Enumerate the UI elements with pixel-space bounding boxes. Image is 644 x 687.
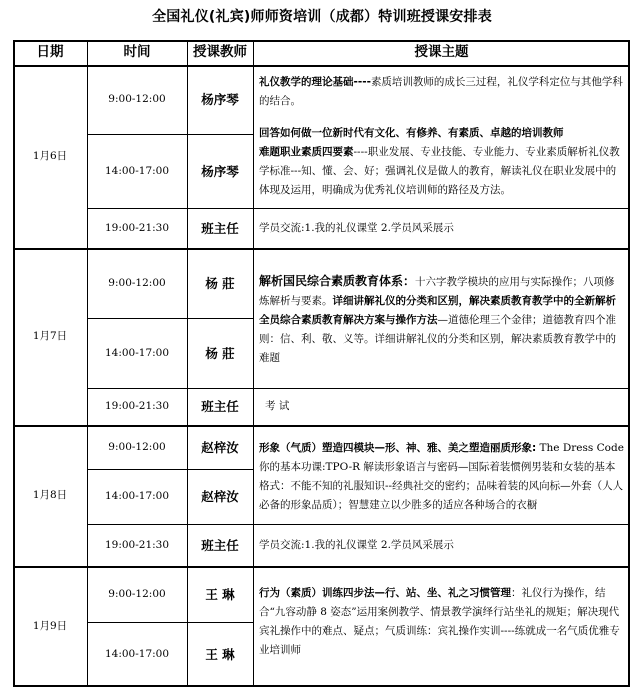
table-rule bbox=[187, 40, 188, 687]
teacher-cell: 王 琳 bbox=[205, 647, 235, 662]
topic-cell bbox=[253, 65, 630, 118]
time-cell: 14:00-17:00 bbox=[104, 490, 170, 502]
time-cell: 19:00-21:30 bbox=[104, 400, 170, 412]
time-cell: 14:00-17:00 bbox=[104, 164, 170, 177]
table-border bbox=[13, 40, 15, 687]
time-cell: 14:00-17:00 bbox=[104, 346, 170, 359]
teacher-cell: 班主任 bbox=[201, 537, 239, 553]
teacher-cell: 王 琳 bbox=[205, 586, 235, 602]
time-cell: 14:00-17:00 bbox=[104, 648, 170, 660]
topic-cell bbox=[253, 252, 630, 388]
topic-bold: 礼仪教学的理论基础---- bbox=[259, 75, 371, 88]
topic-bold: 行为（素质）训练四步法—行、站、坐、礼之习惯管理 bbox=[259, 587, 511, 599]
topic-text: 考 试 bbox=[265, 400, 290, 412]
topic-cell bbox=[253, 429, 630, 524]
table-rule bbox=[87, 40, 88, 687]
teacher-cell: 杨序琴 bbox=[201, 92, 239, 107]
topic-text: ：礼仪行为操作，结合“九容动静 8 姿态”运用案例教学、情景教学演绎行站坐礼的规矩；解决现代宾礼操作中的难点、疑点；气质训练：宾礼操作实训----练就成一名气质优雅专业培训师 bbox=[259, 587, 620, 656]
teacher-cell: 班主任 bbox=[201, 399, 239, 414]
topic-bold: 形象（气质）塑造四模块—形、神、雅、美之塑造丽质形象: bbox=[259, 441, 537, 454]
topic-bold: 解析国民综合素质教育体系： bbox=[259, 274, 416, 288]
table-border bbox=[628, 40, 630, 687]
table-rule bbox=[87, 622, 253, 623]
teacher-cell: 班主任 bbox=[201, 220, 239, 236]
table-rule bbox=[87, 524, 630, 525]
teacher-cell: 杨 莊 bbox=[205, 275, 235, 291]
schedule-table bbox=[13, 40, 630, 687]
topic-text: 学员交流:1.我的礼仪课堂 2.学员风采展示 bbox=[259, 221, 454, 234]
teacher-cell: 赵梓汝 bbox=[201, 439, 239, 455]
time-cell: 9:00-12:00 bbox=[108, 440, 166, 453]
table-rule bbox=[13, 425, 630, 427]
teacher-cell: 杨 莊 bbox=[205, 345, 235, 361]
time-cell: 9:00-12:00 bbox=[108, 587, 166, 600]
time-cell: 19:00-21:30 bbox=[104, 221, 170, 234]
date-cell: 1月7日 bbox=[32, 330, 68, 342]
table-border bbox=[13, 40, 630, 42]
time-cell: 9:00-12:00 bbox=[108, 93, 166, 105]
header-topic: 授课主题 bbox=[414, 44, 469, 60]
teacher-cell: 杨序琴 bbox=[201, 163, 239, 179]
topic-text: ----职业发展、专业技能、专业能力、专业素质解析礼仪教学标准---知、懂、会、好；强调礼仪是做人的教育，解读礼仪在职业发展中的体现及运用，明确成为优秀礼仪培训师的路径及方法。 bbox=[259, 146, 620, 196]
topic-cell bbox=[253, 118, 630, 206]
topic-text: —道德伦理三个金律；道德教育四个准则：信、利、敬、义等。详细讲解礼仪的分类和区别，解决素质教育教学中的难题 bbox=[259, 314, 616, 364]
topic-cell bbox=[253, 388, 630, 425]
page-title: 全国礼仪(礼宾)师师资培训（成都）特训班授课安排表 bbox=[152, 9, 492, 25]
topic-bold: 详细讲解礼仪的分类和区别，解决素质教育教学中的全新解析全员综合素质教育解决方案与操作方法 bbox=[259, 295, 616, 326]
table-rule bbox=[87, 318, 253, 319]
topic-text: 十六字教学模块的应用与实际操作；八项修炼解析与要素。 bbox=[259, 276, 615, 307]
table-rule bbox=[87, 134, 253, 135]
topic-bold: 回答如何做一位新时代有文化、有修养、有素质、卓越的培训教师 bbox=[259, 127, 564, 139]
table-rule bbox=[253, 40, 254, 687]
header-date: 日期 bbox=[36, 44, 64, 60]
topic-text: 学员交流:1.我的礼仪课堂 2.学员风采展示 bbox=[259, 538, 454, 551]
topic-cell bbox=[253, 572, 630, 672]
table-rule bbox=[87, 469, 253, 470]
table-rule bbox=[13, 248, 630, 250]
date-cell: 1月9日 bbox=[32, 620, 68, 632]
time-cell: 19:00-21:30 bbox=[104, 538, 170, 551]
teacher-cell: 赵梓汝 bbox=[201, 489, 239, 504]
topic-text: The Dress Code你的基本功课:TPO-R 解读形象语言与密码—国际着装惯例男装和女装的基本格式：不能不知的礼服知识--经典社交的密约；品味着装的风向标—外套（人人必备的形象品质）；智慧建立以少胜多的适应各种场合的衣橱 bbox=[259, 441, 624, 511]
topic-bold: 难题职业素质四要素 bbox=[259, 146, 354, 158]
topic-cell bbox=[253, 524, 630, 566]
date-cell: 1月8日 bbox=[32, 489, 68, 501]
topic-text: 素质培训教师的成长三过程，礼仪学科定位与其他学科的结合。 bbox=[259, 75, 623, 107]
table-rule bbox=[13, 566, 630, 568]
table-rule bbox=[13, 65, 630, 67]
time-cell: 9:00-12:00 bbox=[108, 276, 166, 289]
table-rule bbox=[87, 208, 630, 209]
header-time: 时间 bbox=[123, 44, 151, 60]
header-teacher: 授课教师 bbox=[193, 44, 247, 60]
table-rule bbox=[87, 388, 630, 389]
date-cell: 1月6日 bbox=[32, 150, 68, 162]
topic-cell bbox=[253, 208, 630, 248]
